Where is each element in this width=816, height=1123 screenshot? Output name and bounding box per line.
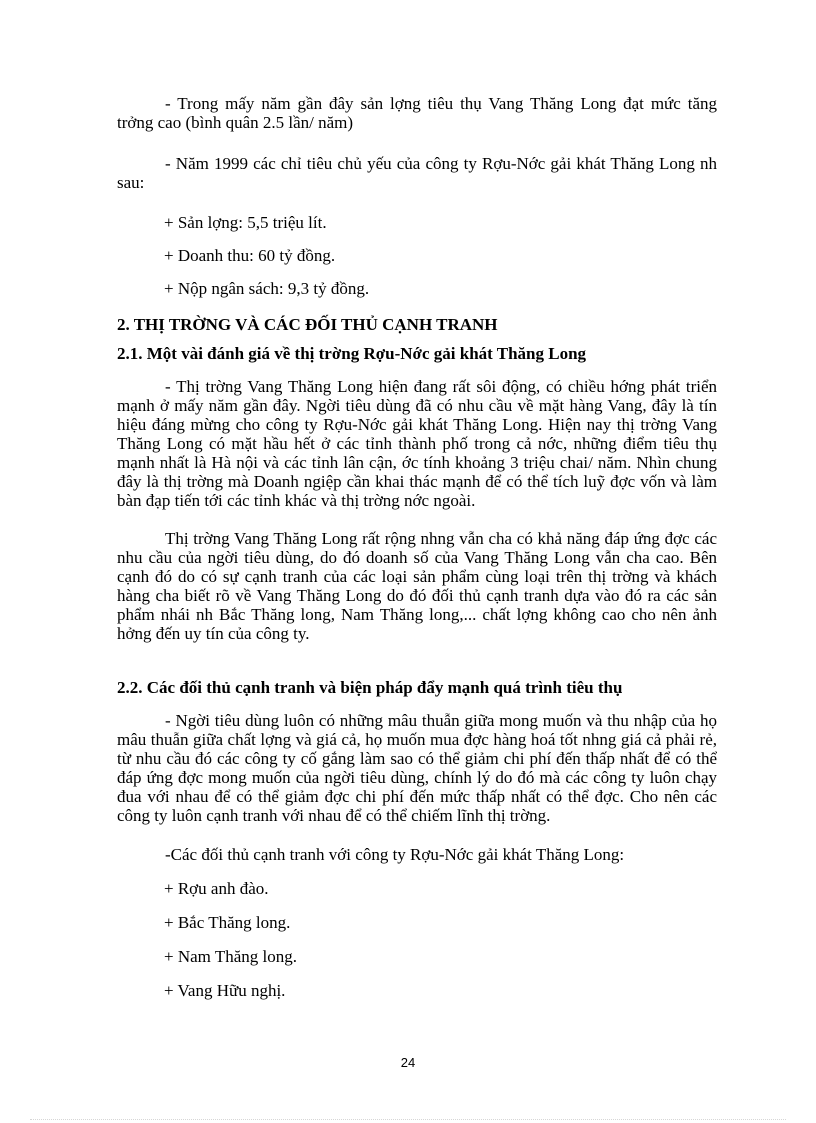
list-item-competitor: + Bắc Thăng long. xyxy=(164,913,291,932)
list-item-competitor: + Rợu anh đào. xyxy=(164,879,269,898)
subsection-heading-competitors: 2.2. Các đối thủ cạnh tranh và biện pháp đẩy mạnh quá trình tiêu thụ xyxy=(117,678,623,697)
page-content xyxy=(117,94,717,1000)
page-number: 24 xyxy=(400,1055,416,1070)
list-item-budget: + Nộp ngân sách: 9,3 tỷ đồng. xyxy=(164,279,370,298)
list-item-competitor: + Vang Hữu nghị. xyxy=(164,981,286,1000)
paragraph-sales-growth: - Trong mấy năm gần đây sản lợng tiêu thụ Vang Thăng Long đạt mức tăng trởng cao (bình quân 2.5 lần/ năm) xyxy=(117,94,717,132)
paragraph-competitor-intro: -Các đối thủ cạnh tranh với công ty Rợu-Nớc gải khát Thăng Long: xyxy=(165,845,625,864)
paragraph-1999-targets: - Năm 1999 các chỉ tiêu chủ yếu của công ty Rợu-Nớc gải khát Thăng Long nh sau: xyxy=(117,154,717,192)
subsection-heading-market-assessment: 2.1. Một vài đánh giá về thị trờng Rợu-Nớc gải khát Thăng Long xyxy=(117,344,587,363)
list-item-output: + Sản lợng: 5,5 triệu lít. xyxy=(164,213,327,232)
section-heading-market: 2. THỊ TRỜNG VÀ CÁC ĐỐI THỦ CẠNH TRANH xyxy=(117,315,498,334)
paragraph-market-capacity: Thị trờng Vang Thăng Long rất rộng nhng vẫn cha có khả năng đáp ứng đợc các nhu cầu của ngời tiêu dùng, do đó doanh số của Vang Thăng Long vẫn cha cao. Bên cạnh đó do có sự cạnh tranh của các loại sản phẩm cùng loại trên thị trờng và khách hàng cha biết rõ về Vang Thăng Long do đó đối thủ cạnh tranh dựa vào đó ra các sản phẩm nhái nh Bắc Thăng long, Nam Thăng long,... chất lợng không cao cho nên ảnh hởng đến uy tín của công ty. xyxy=(117,529,717,643)
list-item-revenue: + Doanh thu: 60 tỷ đồng. xyxy=(164,246,336,265)
paragraph-consumer-tension: - Ngời tiêu dùng luôn có những mâu thuẫn giữa mong muốn và thu nhập của họ mâu thuẫn giữa chất lợng và giá cả, họ muốn mua đợc hàng hoá tốt nhng giá cả phải rẻ, từ nhu cầu đó các công ty cố gắng làm sao có thể giảm chi phí đến thấp nhất để có thể đáp ứng đợc mong muốn của ngời tiêu dùng, chính lý do đó mà các công ty luôn chạy đua với nhau để có thể giảm đợc chi phí đến mức thấp nhất có thể đợc. Cho nên các công ty luôn cạnh tranh với nhau để có thể chiếm lĩnh thị trờng. xyxy=(117,711,717,825)
list-item-competitor: + Nam Thăng long. xyxy=(164,947,297,966)
page-bottom-divider xyxy=(30,1119,786,1120)
paragraph-market-overview: - Thị trờng Vang Thăng Long hiện đang rất sôi động, có chiều hớng phát triển mạnh ở mấy năm gần đây. Ngời tiêu dùng đã có nhu cầu về mặt hàng Vang, đây là tín hiệu đáng mừng cho công ty Rợu-Nớc gải khát Thăng Long. Hiện nay thị trờng Vang Thăng Long có mặt hầu hết ở các tỉnh thành phố trong cả nớc, những điểm tiêu thụ mạnh nhất là Hà nội và các tỉnh lân cận, ớc tính khoảng 3 triệu chai/ năm. Nhìn chung đây là thị trờng mà Doanh ngiệp cần khai thác mạnh để có thể tích luỹ đợc vốn và làm bàn đạp tiến tới các tỉnh khác và thị trờng nớc ngoài. xyxy=(117,377,717,510)
